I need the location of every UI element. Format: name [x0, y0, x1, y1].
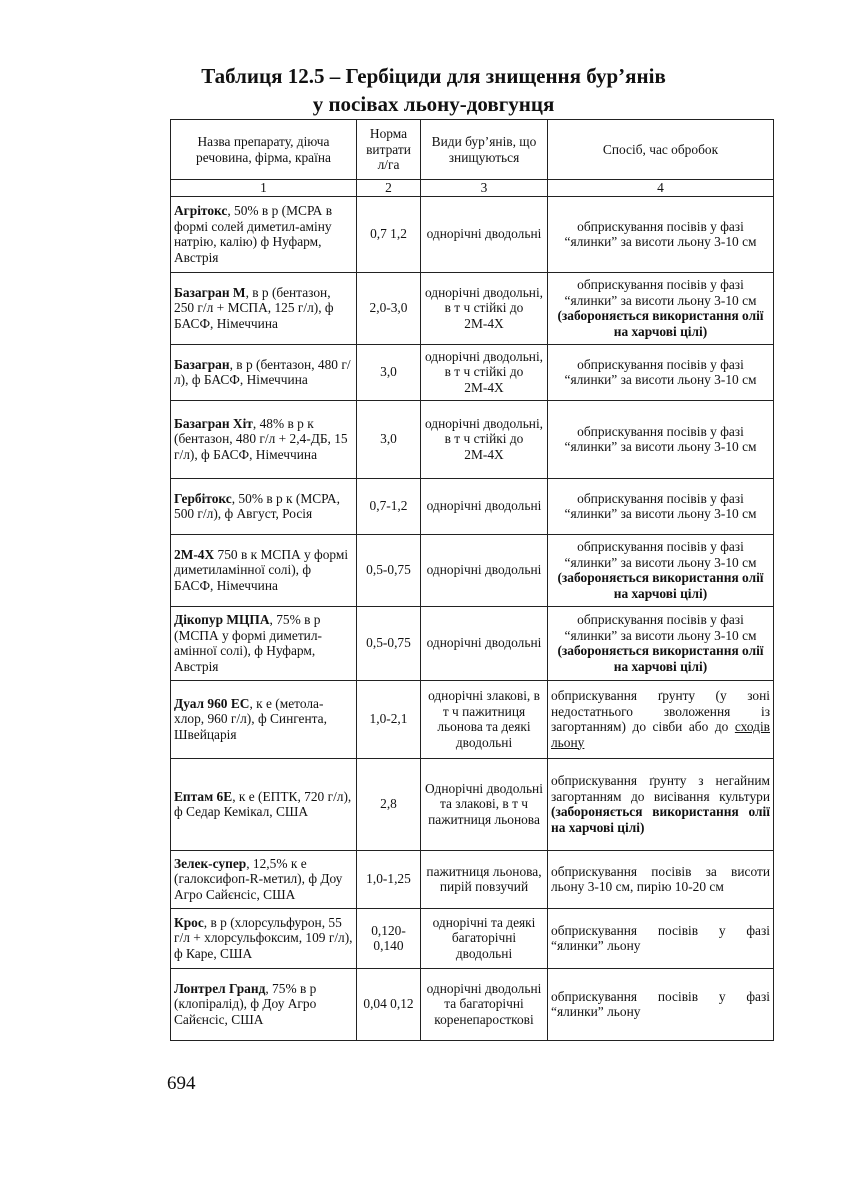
- rate-cell: 1,0-1,25: [357, 850, 421, 908]
- weeds-cell: однорічні дводольні, в т ч стійкі до 2М-4Х: [421, 400, 548, 478]
- weeds-cell: однорічні дводольні: [421, 478, 548, 534]
- preparation-name: Базагран М: [174, 284, 246, 300]
- preparation-name: Крос: [174, 914, 204, 930]
- rate-cell: 3,0: [357, 344, 421, 400]
- preparation-cell: [171, 400, 357, 478]
- warning-text: (забороняється використання олії на харчові цілі): [557, 308, 764, 339]
- header-weeds: Види бур’янів, що знищуються: [421, 120, 548, 180]
- preparation-name: Агрітокс: [174, 203, 228, 218]
- method-cell: [548, 850, 774, 908]
- rate-cell: 0,5-0,75: [357, 534, 421, 606]
- table-row: [171, 272, 774, 344]
- preparation-cell: [171, 272, 357, 344]
- method-cell: [548, 272, 774, 344]
- method-text: обприскування ґрунту (у зоні недостатнього зволоження із загортанням) до сівби або до: [551, 688, 770, 734]
- preparation-details: , в р (бентазон, 250 г/л + МСПА, 125 г/л), ф БАСФ, Німеччина: [174, 284, 334, 331]
- table-row: [171, 758, 774, 850]
- rate-cell: 2,0-3,0: [357, 272, 421, 344]
- method-cell: [548, 534, 774, 606]
- column-number: 1: [171, 180, 357, 197]
- method-text: обприскування посівів за висоти льону 3-10 см, пирію 10-20 см: [551, 863, 770, 894]
- rate-cell: 0,7 1,2: [357, 196, 421, 272]
- preparation-details: , 50% в р к (МСРА, 500 г/л), ф Август, Росія: [174, 490, 340, 521]
- weeds-cell: однорічні дводольні: [421, 534, 548, 606]
- page-number: 694: [167, 1073, 196, 1094]
- rate-cell: 0,5-0,75: [357, 606, 421, 680]
- preparation-name: Базагран: [174, 356, 230, 372]
- preparation-cell: [171, 344, 357, 400]
- method-text: обприскування посівів у фазі “ялинки” за висоти льону 3-10 см: [564, 612, 757, 643]
- table-row: [171, 196, 774, 272]
- warning-text: (забороняється використання олії на харчові цілі): [557, 643, 764, 674]
- table-row: [171, 534, 774, 606]
- preparation-details: , 48% в р к (бентазон, 480 г/л + 2,4-ДБ, 15 г/л), ф БАСФ, Німеччина: [174, 415, 348, 462]
- preparation-details: , к е (метола-хлор, 960 г/л), ф Сингента, Швейцарія: [174, 695, 327, 742]
- preparation-name: Гербітокс: [174, 490, 232, 506]
- preparation-details: , 75% в р (клопіралід), ф Доу Агро Сайєнсіс, США: [174, 980, 317, 1027]
- preparation-details: 750 в к МСПА у формі диметиламінної солі), ф БАСФ, Німеччина: [174, 546, 349, 593]
- preparation-name: Зелек-супер: [174, 855, 247, 871]
- preparation-name: Ептам 6Е: [174, 788, 233, 804]
- table-row: [171, 680, 774, 758]
- preparation-name: Лонтрел Гранд: [174, 980, 266, 996]
- weeds-cell: Однорічні дводольні та злакові, в т ч пажитниця льонова: [421, 758, 548, 850]
- warning-text: (забороняється використання олії на харчові цілі): [557, 570, 764, 601]
- column-number-row: [171, 180, 774, 197]
- method-cell: [548, 344, 774, 400]
- weeds-cell: однорічні дводольні: [421, 606, 548, 680]
- table-row: [171, 908, 774, 968]
- method-cell: [548, 680, 774, 758]
- method-text: обприскування посівів у фазі “ялинки” за висоти льону 3-10 см: [564, 356, 757, 387]
- herbicide-table: [170, 119, 774, 1041]
- preparation-name: Дуал 960 ЕС: [174, 695, 250, 711]
- preparation-details: , в р (хлорсульфурон, 55 г/л + хлорсульфоксим, 109 г/л), ф Каре, США: [174, 914, 353, 961]
- weeds-cell: однорічні та деякі багаторічні дводольні: [421, 908, 548, 968]
- table-row: [171, 344, 774, 400]
- preparation-cell: [171, 606, 357, 680]
- method-cell: [548, 478, 774, 534]
- header-row: [171, 120, 774, 180]
- header-method: Спосіб, час обробок: [548, 120, 774, 180]
- preparation-cell: [171, 850, 357, 908]
- rate-cell: 2,8: [357, 758, 421, 850]
- method-text: обприскування посівів у фазі “ялинки” за висоти льону 3-10 см: [564, 539, 757, 570]
- preparation-cell: [171, 908, 357, 968]
- method-cell: [548, 606, 774, 680]
- warning-text: (забороняється використання олії на харчові цілі): [551, 804, 770, 835]
- weeds-cell: однорічні дводольні та багаторічні коренепаросткові: [421, 968, 548, 1040]
- header-name: Назва препарату, діюча речовина, фірма, країна: [171, 120, 357, 180]
- preparation-cell: [171, 758, 357, 850]
- table-row: [171, 968, 774, 1040]
- method-text: обприскування посівів у фазі “ялинки” за висоти льону 3-10 см: [564, 490, 757, 521]
- rate-cell: 0,7-1,2: [357, 478, 421, 534]
- column-number: 4: [548, 180, 774, 197]
- preparation-details: , к е (ЕПТК, 720 г/л), ф Седар Кемікал, США: [174, 788, 352, 819]
- method-text: обприскування ґрунту з негайним загортанням до висівання культури: [551, 773, 770, 804]
- method-underlined-text: сходів льону: [551, 719, 770, 750]
- rate-cell: 0,120- 0,140: [357, 908, 421, 968]
- rate-cell: 3,0: [357, 400, 421, 478]
- preparation-cell: [171, 534, 357, 606]
- method-text: обприскування посівів у фазі “ялинки” за висоти льону 3-10 см: [564, 277, 757, 308]
- method-text: обприскування посівів у фазі “ялинки” льону: [551, 922, 770, 953]
- weeds-cell: однорічні дводольні, в т ч стійкі до 2М-4Х: [421, 344, 548, 400]
- method-cell: [548, 196, 774, 272]
- preparation-details: , 50% в р (МСРА в формі солей диметил-аміну натрію, калію) ф Нуфарм, Австрія: [174, 203, 333, 265]
- preparation-cell: [171, 968, 357, 1040]
- preparation-details: , 12,5% к е (галоксифоп-R-метил), ф Доу Агро Сайєнсіс, США: [174, 855, 343, 902]
- table-row: [171, 400, 774, 478]
- method-text: обприскування посівів у фазі “ялинки” за висоти льону 3-10 см: [564, 423, 757, 454]
- preparation-name: 2М-4Х: [174, 546, 215, 562]
- rate-cell: 1,0-2,1: [357, 680, 421, 758]
- method-text: обприскування посівів у фазі “ялинки” за висоти льону 3-10 см: [564, 218, 757, 249]
- method-cell: [548, 968, 774, 1040]
- table-title-line-1: Таблиця 12.5 – Гербіциди для знищення бур’янів: [201, 64, 666, 88]
- preparation-name: Дікопур МЦПА: [174, 612, 270, 627]
- header-rate: Норма витрати л/га: [357, 120, 421, 180]
- rate-cell: 0,04 0,12: [357, 968, 421, 1040]
- preparation-cell: [171, 478, 357, 534]
- table-row: [171, 850, 774, 908]
- table-title-line-2: у посівах льону-довгунця: [312, 92, 555, 116]
- method-cell: [548, 400, 774, 478]
- preparation-details: , в р (бентазон, 480 г/л), ф БАСФ, Німеччина: [174, 356, 351, 387]
- method-text: обприскування посівів у фазі “ялинки” льону: [551, 988, 770, 1019]
- column-number: 2: [357, 180, 421, 197]
- method-cell: [548, 758, 774, 850]
- preparation-cell: [171, 680, 357, 758]
- preparation-name: Базагран Хіт: [174, 415, 253, 431]
- preparation-cell: [171, 196, 357, 272]
- column-number: 3: [421, 180, 548, 197]
- method-cell: [548, 908, 774, 968]
- table-row: [171, 606, 774, 680]
- weeds-cell: однорічні злакові, в т ч пажитниця льонова та деякі дводольні: [421, 680, 548, 758]
- table-row: [171, 478, 774, 534]
- preparation-details: , 75% в р (МСПА у формі диметил-амінної солі), ф Нуфарм, Австрія: [174, 612, 322, 674]
- weeds-cell: пажитниця льонова, пирій повзучий: [421, 850, 548, 908]
- weeds-cell: однорічні дводольні: [421, 196, 548, 272]
- weeds-cell: однорічні дводольні, в т ч стійкі до 2М-4Х: [421, 272, 548, 344]
